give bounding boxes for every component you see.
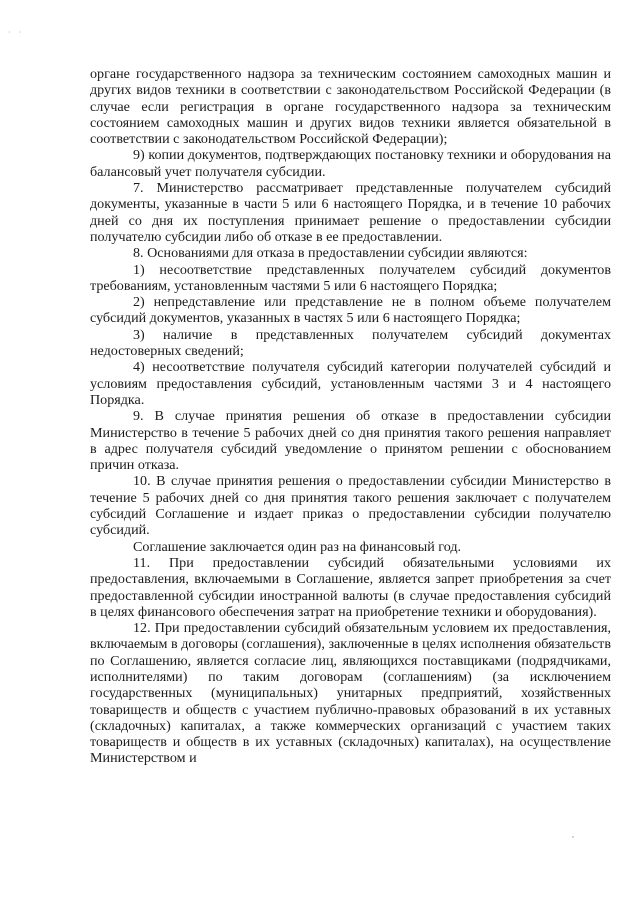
- paragraph-item-2: 2) непредставление или представление не в полном объеме получателем субсидий документов, указанных в частях 5 или 6 настоящего Порядка;: [90, 294, 611, 327]
- paragraph-item-4: 4) несоответствие получателя субсидий категории получателей субсидий и условиям предоставления субсидий, установленным частями 3 и 4 настоящего Порядка.: [90, 359, 611, 408]
- paragraph-section-11: 11. При предоставлении субсидий обязательными условиями их предоставления, включаемыми в Соглашение, является запрет приобретения за счет предоставленной субсидии иностранной валюты (в случае предоставления субсидий в целях финансового обеспечения затрат на приобретение техники и оборудования).: [90, 554, 611, 620]
- paragraph-agreement-note: Соглашение заключается один раз на финансовый год.: [133, 538, 462, 555]
- scan-corner-mark: · ·: [8, 28, 25, 37]
- paragraph-section-7: 7. Министерство рассматривает представленные получателем субсидий документы, указанные в части 5 или 6 настоящего Порядка, и в течение 10 рабочих дней со дня их поступления принимает решение о предоставлении субсидии получателю субсидии либо об отказе в ее предоставлении.: [90, 180, 611, 245]
- paragraph-section-12: 12. При предоставлении субсидий обязательным условием их предоставления, включаемым в договоры (соглашения), заключенные в целях исполнения обязательств по Соглашению, является согласие лиц, являющихся поставщиками (подрядчиками, исполнителями) по таким договорам (соглашениям) (за исключением государственных (муниципальных) унитарных предприятий, хозяйственных товариществ и обществ с участием публично-правовых образований в их уставных (складочных) капиталах, а также коммерческих организаций с участием таких товариществ и обществ в их уставных (складочных) капиталах), на осуществление Министерством и: [90, 620, 611, 767]
- paragraph-item-1: 1) несоответствие представленных получателем субсидий документов требованиям, установленным частями 5 или 6 настоящего Порядка;: [90, 261, 611, 294]
- paragraph-section-10: 10. В случае принятия решения о предоставлении субсидии Министерство в течение 5 рабочих дней со дня принятия такого решения заключает с получателем субсидий Соглашение и издает приказ о предоставлении субсидии получателю субсидий.: [90, 473, 611, 539]
- paragraph-item-9: 9) копии документов, подтверждающих постановку техники и оборудования на балансовый учет получателя субсидии.: [90, 147, 611, 180]
- document-body: [90, 66, 611, 767]
- scan-artifact: [572, 836, 574, 838]
- paragraph-continuation: органе государственного надзора за техническим состоянием самоходных машин и других видов техники в соответствии с законодательством Российской Федерации (в случае если регистрация в органе государственного надзора за техническим состоянием самоходных машин и других видов техники является обязательной в соответствии с законодательством Российской Федерации);: [90, 66, 611, 148]
- paragraph-section-8: 8. Основаниями для отказа в предоставлении субсидии являются:: [133, 245, 528, 262]
- paragraph-item-3: 3) наличие в представленных получателем субсидий документах недостоверных сведений;: [90, 326, 611, 360]
- paragraph-section-9: 9. В случае принятия решения об отказе в предоставлении субсидии Министерство в течение 5 рабочих дней со дня принятия такого решения направляет в адрес получателя субсидий уведомление о принятом решении с обоснованием причин отказа.: [90, 408, 611, 474]
